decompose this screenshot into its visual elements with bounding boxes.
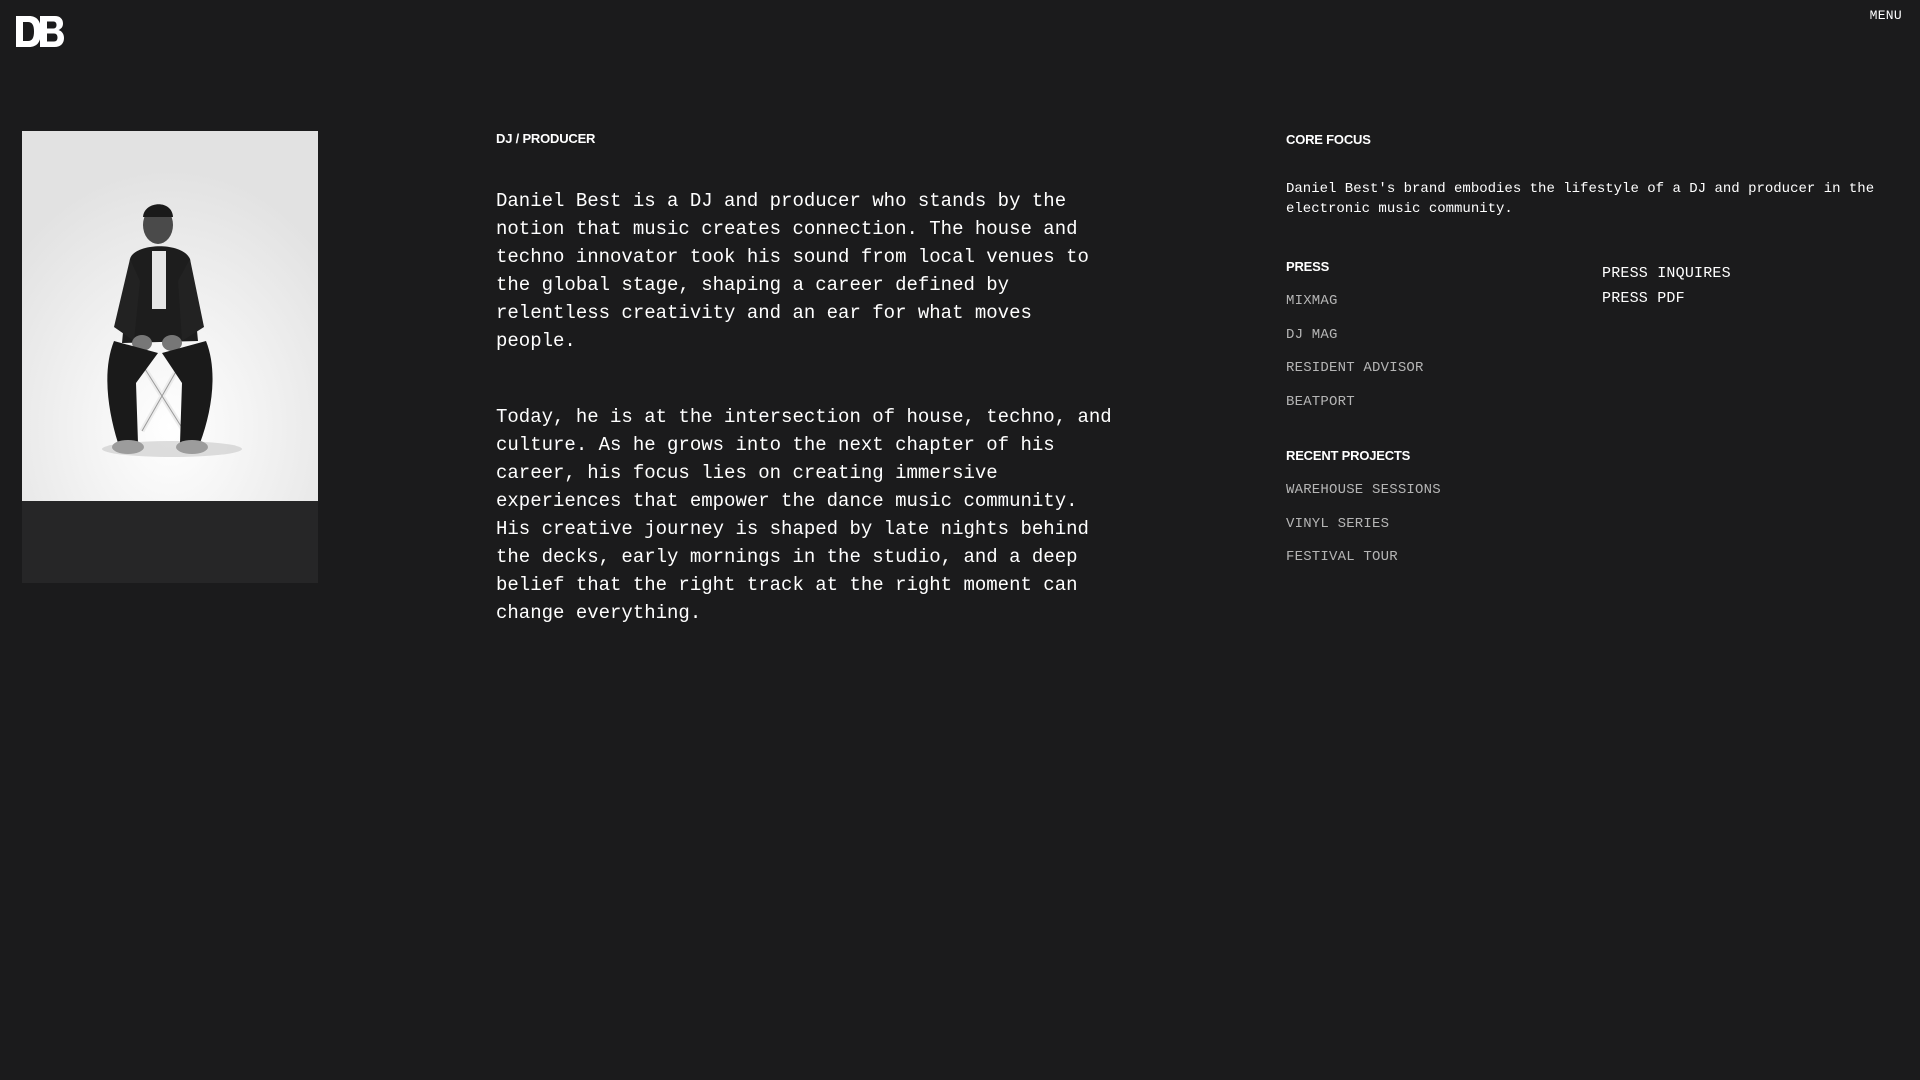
- press-block: [1286, 259, 1424, 427]
- bio-paragraph-2: Today, he is at the intersection of house, techno, and culture. As he grows into the next chapter of his career, his focus lies on creating immersive experiences that empower the dance music community. His creative journey is shaped by late nights behind the decks, early mornings in the studio, and a deep belief that the right track at the right moment can change everything.: [496, 406, 1112, 624]
- press-link-mixmag[interactable]: MIXMAG: [1286, 293, 1338, 309]
- details-section: [1286, 131, 1906, 565]
- menu-button[interactable]: MENU: [1869, 8, 1902, 23]
- press-link-dj-mag[interactable]: DJ MAG: [1286, 326, 1338, 343]
- recent-projects-label: RECENT PROJECTS: [1286, 448, 1411, 463]
- portrait-card: [22, 131, 318, 583]
- press-list: [1286, 293, 1424, 427]
- press-link-resident-advisor[interactable]: RESIDENT ADVISOR: [1286, 360, 1424, 376]
- bio-section: [496, 131, 1116, 627]
- bio-label: DJ / PRODUCER: [496, 131, 596, 146]
- press-link-beatport[interactable]: BEATPORT: [1286, 393, 1355, 410]
- press-label: PRESS: [1286, 259, 1330, 274]
- press-inquires-link[interactable]: PRESS INQUIRES: [1602, 265, 1731, 282]
- press-actions: [1602, 261, 1731, 311]
- core-focus-text: Daniel Best's brand embodies the lifestyle of a DJ and producer in the electronic music community.: [1286, 181, 1875, 217]
- portrait-photo: [22, 131, 318, 501]
- recent-projects-list: [1286, 482, 1441, 583]
- project-link-vinyl-series[interactable]: VINYL SERIES: [1286, 515, 1390, 532]
- recent-projects-block: [1286, 448, 1441, 583]
- press-pdf-link[interactable]: PRESS PDF: [1602, 290, 1685, 307]
- core-focus-label: CORE FOCUS: [1286, 132, 1371, 147]
- db-logo[interactable]: [16, 16, 64, 47]
- bio-paragraph-1: Daniel Best is a DJ and producer who stands by the notion that music creates connection. The house and techno innovator took his sound from local venues to the global stage, shaping a career defined by relentless creativity and an ear for what moves people.: [496, 190, 1089, 352]
- project-link-warehouse-sessions[interactable]: WAREHOUSE SESSIONS: [1286, 482, 1441, 498]
- project-link-festival-tour[interactable]: FESTIVAL TOUR: [1286, 549, 1398, 565]
